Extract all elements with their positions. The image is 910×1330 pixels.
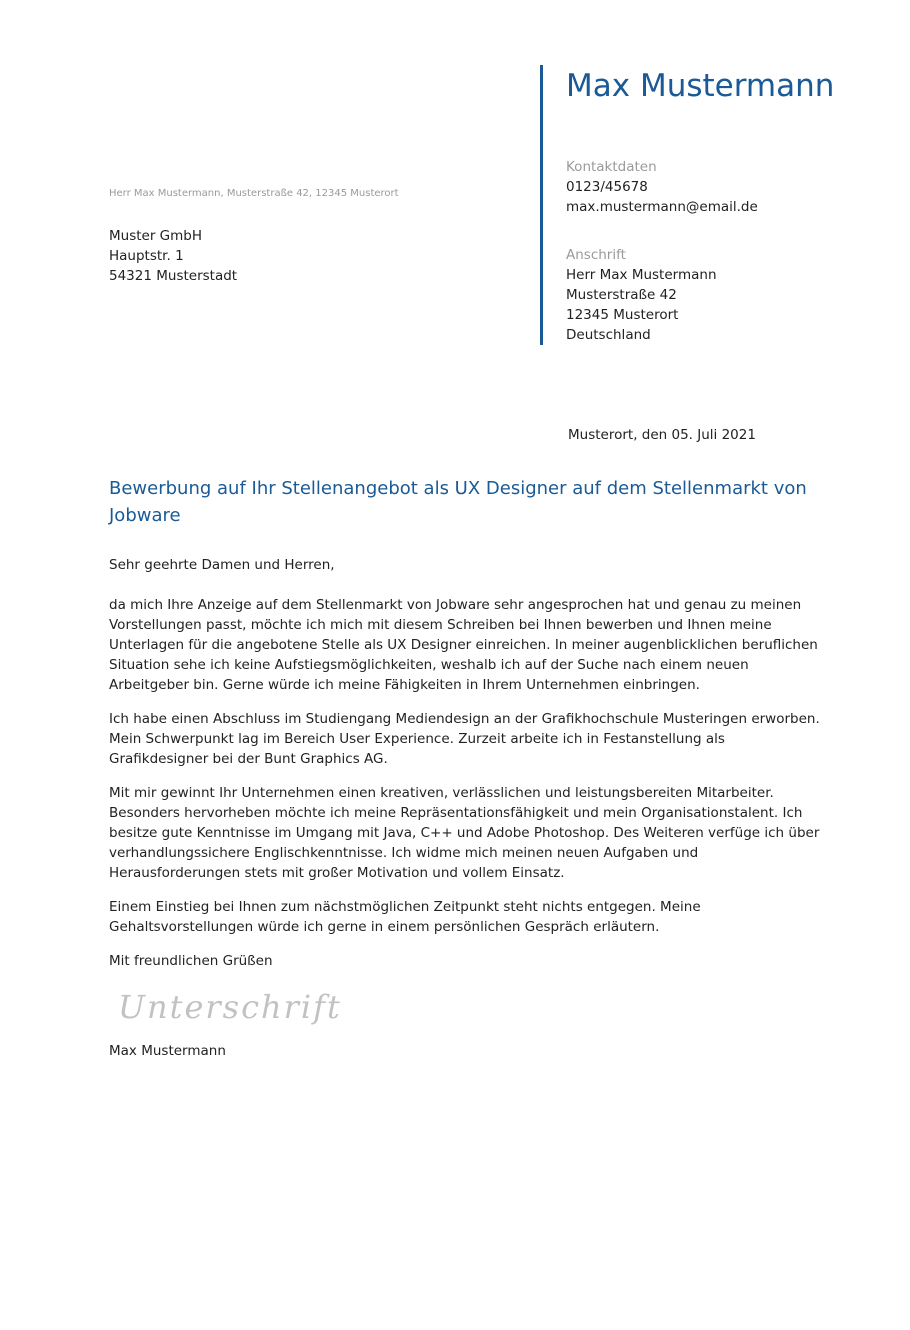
recipient-address	[109, 226, 237, 286]
header-accent-bar	[540, 65, 543, 345]
recipient-street: Hauptstr. 1	[109, 248, 184, 264]
address-line-3: 12345 Musterort	[566, 307, 679, 323]
address-block	[566, 245, 717, 345]
contact-phone: 0123/45678	[566, 179, 648, 195]
letter-date: Musterort, den 05. Juli 2021	[568, 427, 756, 443]
address-line-4: Deutschland	[566, 327, 651, 343]
address-line-1: Herr Max Mustermann	[566, 267, 717, 283]
sender-return-line: Herr Max Mustermann, Musterstraße 42, 12345 Musterort	[109, 188, 399, 199]
recipient-company: Muster GmbH	[109, 228, 203, 244]
recipient-city: 54321 Musterstadt	[109, 268, 238, 284]
contact-email: max.mustermann@email.de	[566, 199, 758, 215]
salutation: Sehr geehrte Damen und Herren,	[109, 557, 335, 573]
contact-block	[566, 157, 758, 217]
signed-name: Max Mustermann	[109, 1043, 226, 1059]
contact-label: Kontaktdaten	[566, 159, 657, 175]
address-line-2: Musterstraße 42	[566, 287, 677, 303]
signature: Unterschrift	[118, 988, 342, 1026]
letter-subject: Bewerbung auf Ihr Stellenangebot als UX Designer auf dem Stellenmarkt von Jobware	[109, 478, 807, 526]
paragraph-1: da mich Ihre Anzeige auf dem Stellenmarkt von Jobware sehr angesprochen hat und genau zu meinen Vorstellungen passt, möchte ich mich mit diesem Schreiben bei Ihnen bewerben und Ihnen meine Unterlagen für die angebotene Stelle als UX Designer einreichen. In meiner augenblicklichen beruflichen Situation sehe ich keine Aufstiegsmöglichkeiten, weshalb ich auf der Suche nach einem neuen Arbeitgeber bin. Gerne würde ich meine Fähigkeiten in Ihrem Unternehmen einbringen.	[109, 597, 818, 693]
closing: Mit freundlichen Grüßen	[109, 953, 273, 969]
paragraph-3: Mit mir gewinnt Ihr Unternehmen einen kreativen, verlässlichen und leistungsbereiten Mitarbeiter. Besonders hervorheben möchte ich meine Repräsentationsfähigkeit und mein Organisationstalent. Ich besitze gute Kenntnisse im Umgang mit Java, C++ und Adobe Photoshop. Des Weiteren verfüge ich über verhandlungssichere Englischkenntnisse. Ich widme mich meinen neuen Aufgaben und Herausforderungen stets mit großer Motivation und vollem Einsatz.	[109, 785, 820, 881]
paragraph-2: Ich habe einen Abschluss im Studiengang Mediendesign an der Grafikhochschule Musteringen erworben. Mein Schwerpunkt lag im Bereich User Experience. Zurzeit arbeite ich in Festanstellung als Grafikdesigner bei der Bunt Graphics AG.	[109, 711, 820, 767]
applicant-name: Max Mustermann	[566, 68, 835, 104]
paragraph-4: Einem Einstieg bei Ihnen zum nächstmöglichen Zeitpunkt steht nichts entgegen. Meine Gehaltsvorstellungen würde ich gerne in einem persönlichen Gespräch erläutern.	[109, 899, 701, 935]
address-label: Anschrift	[566, 247, 626, 263]
